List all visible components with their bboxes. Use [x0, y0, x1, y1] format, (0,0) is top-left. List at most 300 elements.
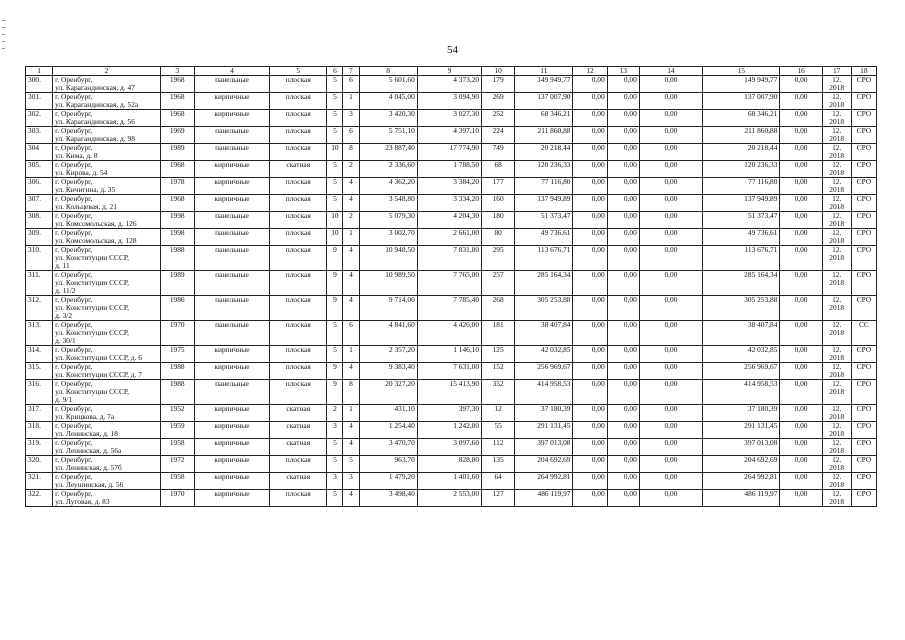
residents: 125	[482, 346, 515, 363]
completion-date	[822, 473, 851, 490]
address-line: ул. Карагандинская, д. 98	[55, 134, 135, 143]
address-line: г. Оренбург,	[55, 270, 93, 279]
regional-amount: 0,00	[607, 363, 639, 380]
regional-amount: 0,00	[607, 229, 639, 246]
living-area: 2 661,00	[417, 229, 481, 246]
address-line: ул. Луговая, д. 83	[55, 497, 110, 506]
wall-material: панельные	[194, 296, 269, 321]
address-line: г. Оренбург,	[55, 421, 93, 430]
entrances: 6	[343, 76, 359, 93]
date-part: 2018	[829, 446, 845, 455]
total-area: 20 327,20	[359, 380, 417, 405]
floors: 5	[327, 161, 343, 178]
completion-date	[822, 439, 851, 456]
row-number: 309.	[26, 229, 53, 246]
regional-amount: 0,00	[607, 212, 639, 229]
owners-amount: 149 949,77	[703, 76, 780, 93]
regional-amount: 0,00	[607, 490, 639, 507]
wall-material: кирпичные	[194, 473, 269, 490]
roof-type: плоская	[270, 456, 327, 473]
wall-material: кирпичные	[194, 405, 269, 422]
fund-amount: 0,00	[573, 346, 607, 363]
funding-method: СРО	[851, 422, 876, 439]
address-cell	[53, 380, 161, 405]
unit-cost: 0,00	[780, 93, 822, 110]
table-row	[26, 144, 877, 161]
funding-method: СРО	[851, 405, 876, 422]
address-line: д. 11	[55, 261, 70, 270]
entrances: 5	[343, 456, 359, 473]
total-area: 5 601,60	[359, 76, 417, 93]
unit-cost: 0,00	[780, 246, 822, 271]
date-part: 2018	[829, 370, 845, 379]
local-amount: 0,00	[639, 127, 702, 144]
date-part: 2018	[829, 412, 845, 421]
address-line: ул. Карагандинская, д. 47	[55, 83, 135, 92]
regional-amount: 0,00	[607, 93, 639, 110]
build-year: 1970	[160, 321, 194, 346]
roof-type: плоская	[270, 346, 327, 363]
living-area: 828,80	[417, 456, 481, 473]
address-line: г. Оренбург,	[55, 438, 93, 447]
address-cell	[53, 363, 161, 380]
build-year: 1975	[160, 346, 194, 363]
completion-date	[822, 127, 851, 144]
residents: 268	[482, 296, 515, 321]
address-cell	[53, 229, 161, 246]
total-area: 1 254,40	[359, 422, 417, 439]
floors: 9	[327, 271, 343, 296]
address-cell	[53, 271, 161, 296]
owners-amount: 397 013,08	[703, 439, 780, 456]
entrances: 4	[343, 195, 359, 212]
row-number: 322.	[26, 490, 53, 507]
table-row	[26, 405, 877, 422]
entrances: 6	[343, 127, 359, 144]
owners-amount: 137 949,89	[703, 195, 780, 212]
residents: 112	[482, 439, 515, 456]
residents: 269	[482, 93, 515, 110]
regional-amount: 0,00	[607, 178, 639, 195]
date-part: 2018	[829, 236, 845, 245]
completion-date	[822, 246, 851, 271]
total-cost: 51 373,47	[515, 212, 573, 229]
total-cost: 486 119,97	[515, 490, 573, 507]
completion-date	[822, 76, 851, 93]
wall-material: панельные	[194, 144, 269, 161]
local-amount: 0,00	[639, 473, 702, 490]
wall-material: кирпичные	[194, 161, 269, 178]
residents: 252	[482, 110, 515, 127]
roof-type: скатная	[270, 405, 327, 422]
floors: 5	[327, 110, 343, 127]
fund-amount: 0,00	[573, 380, 607, 405]
fund-amount: 0,00	[573, 439, 607, 456]
completion-date	[822, 212, 851, 229]
total-area: 9 383,40	[359, 363, 417, 380]
owners-amount: 291 131,45	[703, 422, 780, 439]
wall-material: кирпичные	[194, 346, 269, 363]
unit-cost: 0,00	[780, 456, 822, 473]
owners-amount: 256 969,67	[703, 363, 780, 380]
roof-type: плоская	[270, 76, 327, 93]
roof-type: плоская	[270, 363, 327, 380]
local-amount: 0,00	[639, 422, 702, 439]
local-amount: 0,00	[639, 195, 702, 212]
owners-amount: 264 992,81	[703, 473, 780, 490]
roof-type: плоская	[270, 127, 327, 144]
living-area: 3 384,20	[417, 178, 481, 195]
entrances: 4	[343, 271, 359, 296]
roof-type: скатная	[270, 473, 327, 490]
entrances: 8	[343, 144, 359, 161]
address-line: д. 11/2	[55, 286, 76, 295]
total-cost: 211 860,88	[515, 127, 573, 144]
date-part: 12.	[832, 472, 842, 481]
roof-type: плоская	[270, 246, 327, 271]
wall-material: панельные	[194, 127, 269, 144]
completion-date	[822, 321, 851, 346]
table-row	[26, 456, 877, 473]
roof-type: скатная	[270, 422, 327, 439]
residents: 127	[482, 490, 515, 507]
funding-method: СРО	[851, 93, 876, 110]
fund-amount: 0,00	[573, 422, 607, 439]
total-area: 4 045,00	[359, 93, 417, 110]
total-area: 3 498,40	[359, 490, 417, 507]
address-line: г. Оренбург,	[55, 295, 93, 304]
entrances: 1	[343, 405, 359, 422]
living-area: 4 426,00	[417, 321, 481, 346]
row-number: 311.	[26, 271, 53, 296]
column-number: 8	[359, 67, 417, 76]
living-area: 1 242,80	[417, 422, 481, 439]
build-year: 1958	[160, 473, 194, 490]
column-number: 4	[194, 67, 269, 76]
unit-cost: 0,00	[780, 490, 822, 507]
address-line: ул. Леушинская, д. 56	[55, 480, 124, 489]
date-part: 12.	[832, 109, 842, 118]
date-part: 2018	[829, 387, 845, 396]
residents: 181	[482, 321, 515, 346]
regional-amount: 0,00	[607, 422, 639, 439]
row-number: 315.	[26, 363, 53, 380]
address-line: г. Оренбург,	[55, 362, 93, 371]
total-area: 5 751,10	[359, 127, 417, 144]
date-part: 2018	[829, 83, 845, 92]
local-amount: 0,00	[639, 110, 702, 127]
row-number: 312.	[26, 296, 53, 321]
entrances: 4	[343, 422, 359, 439]
floors: 5	[327, 346, 343, 363]
floors: 9	[327, 296, 343, 321]
residents: 12	[482, 405, 515, 422]
owners-amount: 285 164,34	[703, 271, 780, 296]
total-area: 9 714,00	[359, 296, 417, 321]
address-cell	[53, 456, 161, 473]
fund-amount: 0,00	[573, 296, 607, 321]
build-year: 1989	[160, 271, 194, 296]
build-year: 1968	[160, 93, 194, 110]
residents: 295	[482, 246, 515, 271]
total-cost: 264 992,81	[515, 473, 573, 490]
address-cell	[53, 127, 161, 144]
housing-register-table	[25, 66, 877, 507]
owners-amount: 51 373,47	[703, 212, 780, 229]
build-year: 1998	[160, 212, 194, 229]
floors: 3	[327, 473, 343, 490]
unit-cost: 0,00	[780, 76, 822, 93]
row-number: 303.	[26, 127, 53, 144]
unit-cost: 0,00	[780, 110, 822, 127]
address-line: ул. Конституции СССР,	[55, 253, 129, 262]
fund-amount: 0,00	[573, 76, 607, 93]
build-year: 1978	[160, 178, 194, 195]
completion-date	[822, 490, 851, 507]
total-cost: 68 346,21	[515, 110, 573, 127]
wall-material: панельные	[194, 212, 269, 229]
address-line: г. Оренбург,	[55, 320, 93, 329]
unit-cost: 0,00	[780, 296, 822, 321]
date-part: 2018	[829, 202, 845, 211]
fund-amount: 0,00	[573, 144, 607, 161]
local-amount: 0,00	[639, 490, 702, 507]
fund-amount: 0,00	[573, 212, 607, 229]
total-cost: 42 032,85	[515, 346, 573, 363]
fund-amount: 0,00	[573, 161, 607, 178]
address-line: г. Оренбург,	[55, 160, 93, 169]
date-part: 2018	[829, 328, 845, 337]
wall-material: кирпичные	[194, 93, 269, 110]
living-area: 4 373,20	[417, 76, 481, 93]
funding-method: СРО	[851, 110, 876, 127]
funding-method: СРО	[851, 229, 876, 246]
total-area: 5 079,30	[359, 212, 417, 229]
completion-date	[822, 296, 851, 321]
floors: 2	[327, 405, 343, 422]
build-year: 1968	[160, 110, 194, 127]
floors: 5	[327, 456, 343, 473]
table-row	[26, 490, 877, 507]
residents: 257	[482, 271, 515, 296]
address-line: г. Оренбург,	[55, 75, 93, 84]
funding-method: СРО	[851, 178, 876, 195]
date-part: 12.	[832, 177, 842, 186]
funding-method: СС	[851, 321, 876, 346]
date-part: 12.	[832, 245, 842, 254]
date-part: 12.	[832, 362, 842, 371]
date-part: 2018	[829, 219, 845, 228]
floors: 9	[327, 246, 343, 271]
regional-amount: 0,00	[607, 161, 639, 178]
completion-date	[822, 161, 851, 178]
address-line: г. Оренбург,	[55, 109, 93, 118]
table-body	[26, 76, 877, 507]
wall-material: кирпичные	[194, 456, 269, 473]
completion-date	[822, 229, 851, 246]
address-line: г. Оренбург,	[55, 211, 93, 220]
table-row	[26, 473, 877, 490]
address-cell	[53, 144, 161, 161]
date-part: 12.	[832, 75, 842, 84]
funding-method: СРО	[851, 490, 876, 507]
residents: 55	[482, 422, 515, 439]
unit-cost: 0,00	[780, 229, 822, 246]
address-line: ул. Кичигина, д. 35	[55, 185, 116, 194]
address-line: ул. Комсомольская, д. 128	[55, 236, 137, 245]
roof-type: скатная	[270, 161, 327, 178]
address-cell	[53, 422, 161, 439]
completion-date	[822, 380, 851, 405]
unit-cost: 0,00	[780, 439, 822, 456]
column-number: 1	[26, 67, 53, 76]
wall-material: панельные	[194, 229, 269, 246]
fund-amount: 0,00	[573, 93, 607, 110]
address-line: д. 9/1	[55, 395, 73, 404]
date-part: 2018	[829, 278, 845, 287]
owners-amount: 20 218,44	[703, 144, 780, 161]
unit-cost: 0,00	[780, 346, 822, 363]
fund-amount: 0,00	[573, 229, 607, 246]
unit-cost: 0,00	[780, 422, 822, 439]
regional-amount: 0,00	[607, 246, 639, 271]
address-cell	[53, 178, 161, 195]
local-amount: 0,00	[639, 346, 702, 363]
entrances: 4	[343, 178, 359, 195]
unit-cost: 0,00	[780, 473, 822, 490]
row-number: 305.	[26, 161, 53, 178]
build-year: 1958	[160, 439, 194, 456]
funding-method: СРО	[851, 296, 876, 321]
total-cost: 285 164,34	[515, 271, 573, 296]
wall-material: кирпичные	[194, 363, 269, 380]
address-line: ул. Карагандинская, д. 56	[55, 117, 135, 126]
residents: 179	[482, 76, 515, 93]
address-line: ул. Ленинская, д. 56а	[55, 446, 122, 455]
row-number: 310.	[26, 246, 53, 271]
living-area: 3 027,30	[417, 110, 481, 127]
address-cell	[53, 346, 161, 363]
total-area: 3 002,70	[359, 229, 417, 246]
regional-amount: 0,00	[607, 110, 639, 127]
entrances: 4	[343, 363, 359, 380]
address-line: г. Оренбург,	[55, 489, 93, 498]
date-part: 12.	[832, 160, 842, 169]
row-number: 300.	[26, 76, 53, 93]
regional-amount: 0,00	[607, 127, 639, 144]
address-cell	[53, 473, 161, 490]
total-cost: 20 218,44	[515, 144, 573, 161]
owners-amount: 42 032,85	[703, 346, 780, 363]
entrances: 3	[343, 110, 359, 127]
roof-type: плоская	[270, 144, 327, 161]
date-part: 2018	[829, 429, 845, 438]
entrances: 4	[343, 296, 359, 321]
total-cost: 397 013,08	[515, 439, 573, 456]
living-area: 2 553,00	[417, 490, 481, 507]
date-part: 2018	[829, 185, 845, 194]
living-area: 4 204,30	[417, 212, 481, 229]
regional-amount: 0,00	[607, 296, 639, 321]
table-row	[26, 271, 877, 296]
row-number: 321.	[26, 473, 53, 490]
date-part: 2018	[829, 151, 845, 160]
unit-cost: 0,00	[780, 271, 822, 296]
fund-amount: 0,00	[573, 246, 607, 271]
fund-amount: 0,00	[573, 456, 607, 473]
date-part: 12.	[832, 270, 842, 279]
owners-amount: 486 119,97	[703, 490, 780, 507]
address-line: г. Оренбург,	[55, 472, 93, 481]
funding-method: СРО	[851, 456, 876, 473]
funding-method: СРО	[851, 212, 876, 229]
address-line: д. 3/2	[55, 311, 73, 320]
living-area: 7 765,00	[417, 271, 481, 296]
row-number: 314.	[26, 346, 53, 363]
local-amount: 0,00	[639, 271, 702, 296]
date-part: 12.	[832, 126, 842, 135]
local-amount: 0,00	[639, 144, 702, 161]
living-area: 1 401,60	[417, 473, 481, 490]
living-area: 1 788,50	[417, 161, 481, 178]
column-number: 13	[607, 67, 639, 76]
owners-amount: 77 116,80	[703, 178, 780, 195]
build-year: 1968	[160, 161, 194, 178]
date-part: 2018	[829, 353, 845, 362]
address-cell	[53, 490, 161, 507]
entrances: 4	[343, 490, 359, 507]
funding-method: СРО	[851, 363, 876, 380]
table-row	[26, 346, 877, 363]
completion-date	[822, 110, 851, 127]
build-year: 1988	[160, 363, 194, 380]
residents: 224	[482, 127, 515, 144]
date-part: 12.	[832, 211, 842, 220]
date-part: 12.	[832, 194, 842, 203]
table-row	[26, 296, 877, 321]
residents: 352	[482, 380, 515, 405]
wall-material: кирпичные	[194, 439, 269, 456]
regional-amount: 0,00	[607, 346, 639, 363]
total-area: 3 470,70	[359, 439, 417, 456]
row-number: 302.	[26, 110, 53, 127]
build-year: 1988	[160, 246, 194, 271]
table-row	[26, 363, 877, 380]
total-cost: 414 958,53	[515, 380, 573, 405]
address-line: ул. Конституции СССР,	[55, 278, 129, 287]
column-number: 10	[482, 67, 515, 76]
roof-type: плоская	[270, 271, 327, 296]
address-line: ул. Кирова, д. 54	[55, 168, 108, 177]
funding-method: СРО	[851, 380, 876, 405]
address-cell	[53, 212, 161, 229]
address-line: ул. Конституции СССР,	[55, 303, 129, 312]
fund-amount: 0,00	[573, 178, 607, 195]
address-cell	[53, 246, 161, 271]
row-number: 317.	[26, 405, 53, 422]
owners-amount: 305 253,88	[703, 296, 780, 321]
date-part: 2018	[829, 497, 845, 506]
owners-amount: 137 007,90	[703, 93, 780, 110]
floors: 5	[327, 439, 343, 456]
roof-type: плоская	[270, 490, 327, 507]
total-cost: 77 116,80	[515, 178, 573, 195]
regional-amount: 0,00	[607, 76, 639, 93]
residents: 80	[482, 229, 515, 246]
entrances: 8	[343, 380, 359, 405]
unit-cost: 0,00	[780, 144, 822, 161]
total-cost: 149 949,77	[515, 76, 573, 93]
